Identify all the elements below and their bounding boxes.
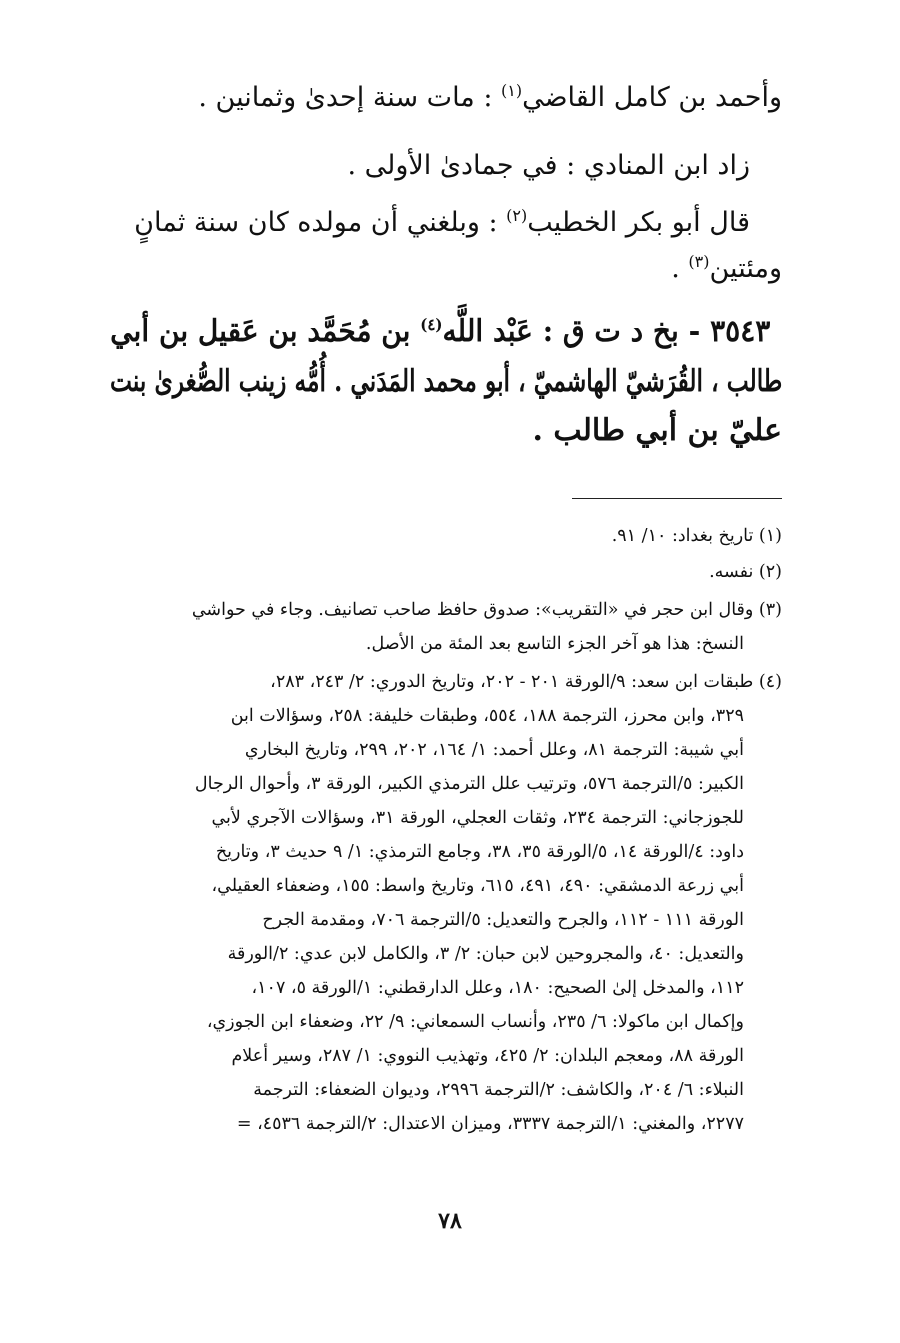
footnote-3: (٣) وقال ابن حجر في «التقريب»: صدوق حافظ صاحب تصانيف. وجاء في حواشي bbox=[191, 600, 782, 620]
text: طالب ، القُرَشيّ الهاشميّ ، أبو محمد المَدَني . أُمُّه زينب الصُّغرىٰ بنت bbox=[109, 364, 782, 399]
footnote-4-line: ٣٢٩، وابن محرز، الترجمة ١٨٨، ٥٥٤، وطبقات خليفة: ٢٥٨، وسؤالات ابن bbox=[230, 706, 744, 726]
paragraph-1 bbox=[198, 82, 782, 113]
footnote-4-line: وإكمال ابن ماكولا: ٦/ ٢٣٥، وأنساب السمعاني: ٩/ ٢٢، وضعفاء ابن الجوزي، bbox=[206, 1012, 744, 1032]
text: زاد ابن المنادي : في جمادىٰ الأولى . bbox=[347, 150, 750, 181]
entry-heading-line-1 bbox=[110, 314, 770, 349]
text: عليّ بن أبي طالب . bbox=[532, 413, 782, 448]
text: وأحمد بن كامل القاضي bbox=[522, 82, 782, 113]
footnote-2: (٢) نفسه. bbox=[709, 562, 782, 582]
footnote-ref: (٤) bbox=[419, 315, 443, 334]
footnote-separator bbox=[572, 498, 782, 499]
footnote-4-line: النبلاء: ٦/ ٢٠٤، والكاشف: ٢/الترجمة ٢٩٩٦، وديوان الضعفاء: الترجمة bbox=[253, 1080, 744, 1100]
paragraph-3-line-2 bbox=[671, 253, 782, 284]
footnote-4-line: والتعديل: ٤٠، والمجروحين لابن حبان: ٢/ ٣، والكامل لابن عدي: ٢/الورقة bbox=[227, 944, 744, 964]
footnote-4-line: الورقة ٨٨، ومعجم البلدان: ٢/ ٤٢٥، وتهذيب النووي: ١/ ٢٨٧، وسير أعلام bbox=[231, 1046, 744, 1066]
entry-line-3 bbox=[532, 413, 782, 448]
text: : وبلغني أن مولده كان سنة ثمانٍ bbox=[134, 207, 498, 238]
entry-heading: ٣٥٤٣ - بخ د ت ق : عَبْد اللَّه bbox=[442, 314, 770, 349]
text: : مات سنة إحدىٰ وثمانين . bbox=[198, 82, 493, 113]
footnote-ref: (٢) bbox=[506, 206, 528, 225]
text: . bbox=[671, 253, 680, 284]
text: ومئتين bbox=[709, 253, 782, 284]
entry-line-2 bbox=[110, 364, 782, 399]
paragraph-2 bbox=[347, 150, 750, 181]
footnote-4-line: للجوزجاني: الترجمة ٢٣٤، وثقات العجلي، الورقة ٣١، وسؤالات الآجري لأبي bbox=[211, 808, 744, 828]
footnote-4-line: ١١٢، والمدخل إلىٰ الصحيح: ١٨٠، وعلل الدارقطني: ١/الورقة ٥، ١٠٧، bbox=[251, 978, 744, 998]
text: بن مُحَمَّد بن عَقيل بن أبي bbox=[109, 314, 411, 349]
footnote-ref: (٣) bbox=[688, 252, 710, 271]
footnote-4: (٤) طبقات ابن سعد: ٩/الورقة ٢٠١ - ٢٠٢، وتاريخ الدوري: ٢/ ٢٤٣، ٢٨٣، bbox=[270, 672, 782, 692]
footnote-3-cont: النسخ: هذا هو آخر الجزء التاسع بعد المئة من الأصل. bbox=[365, 634, 744, 654]
page-number: ٧٨ bbox=[438, 1208, 462, 1234]
text: قال أبو بكر الخطيب bbox=[527, 207, 750, 238]
footnote-4-line: أبي شيبة: الترجمة ٨١، وعلل أحمد: ١/ ١٦٤، ٢٠٢، ٢٩٩، وتاريخ البخاري bbox=[244, 740, 744, 760]
footnote-4-line: أبي زرعة الدمشقي: ٤٩٠، ٤٩١، ٦١٥، وتاريخ واسط: ١٥٥، وضعفاء العقيلي، bbox=[211, 876, 744, 896]
footnote-1: (١) تاريخ بغداد: ١٠/ ٩١. bbox=[611, 526, 782, 546]
footnote-4-line: داود: ٤/الورقة ١٤، ٥/الورقة ٣٥، ٣٨، وجامع الترمذي: ١/ ٩ حديث ٣، وتاريخ bbox=[215, 842, 744, 862]
footnote-4-line: الكبير: ٥/الترجمة ٥٧٦، وترتيب علل الترمذي الكبير، الورقة ٣، وأحوال الرجال bbox=[194, 774, 744, 794]
footnote-ref: (١) bbox=[501, 81, 523, 100]
footnote-4-line: ٢٢٧٧، والمغني: ١/الترجمة ٣٣٣٧، وميزان الاعتدال: ٢/الترجمة ٤٥٣٦، = bbox=[236, 1114, 744, 1134]
paragraph-3-line-1 bbox=[134, 207, 750, 238]
footnote-4-line: الورقة ١١١ - ١١٢، والجرح والتعديل: ٥/الترجمة ٧٠٦، ومقدمة الجرح bbox=[262, 910, 744, 930]
